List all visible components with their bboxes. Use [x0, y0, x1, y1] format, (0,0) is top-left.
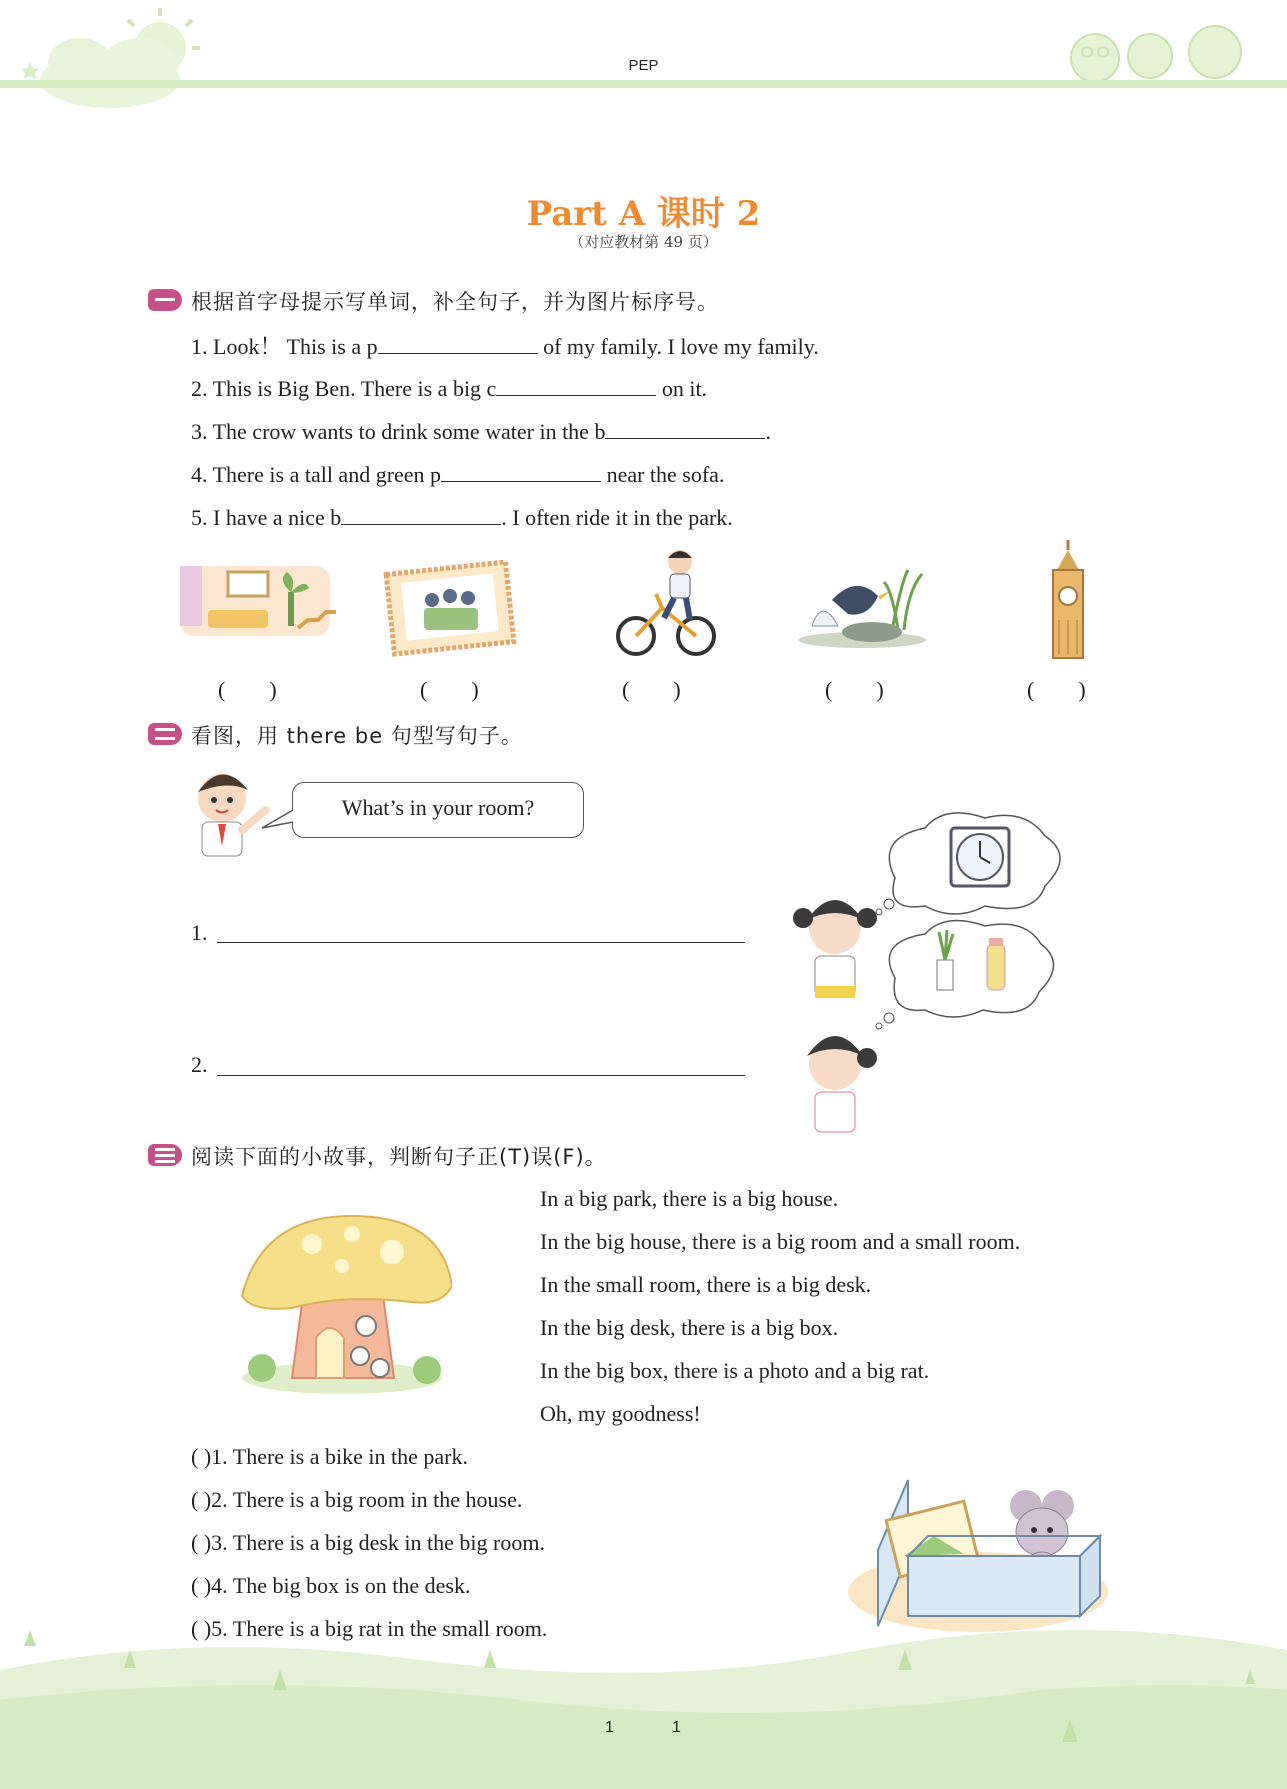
story-line-3: In the small room, there is a big desk.	[540, 1272, 872, 1297]
story-line-4: In the big desk, there is a big box.	[540, 1315, 839, 1340]
true-false-question-2[interactable]: ( )2. There is a big room in the house.	[191, 1487, 523, 1512]
true-false-question-4[interactable]: ( )4. The big box is on the desk.	[191, 1573, 471, 1598]
answer-blank-2[interactable]	[496, 373, 656, 396]
section-2-heading: 看图，用 there be 句型写句子。	[191, 724, 523, 748]
header-label: PEP	[628, 57, 659, 74]
true-false-question-3[interactable]: ( )3. There is a big desk in the big room.	[191, 1530, 545, 1555]
family-photo-icon	[380, 560, 520, 658]
mushroom-house-icon	[232, 1208, 452, 1398]
section-3-badge	[148, 1144, 182, 1166]
fill-in-sentence-3: 3. The crow wants to drink some water in the b .	[191, 416, 771, 445]
write-line-1[interactable]	[217, 942, 745, 943]
speech-bubble-tail	[258, 800, 298, 830]
true-false-question-5[interactable]: ( )5. There is a big rat in the small room.	[191, 1616, 548, 1641]
girls-thinking-icon	[785, 808, 1075, 1138]
picture-answer-2[interactable]: ( )	[420, 677, 479, 702]
story-line-1: In a big park, there is a big house.	[540, 1186, 839, 1211]
picture-answer-4[interactable]: ( )	[825, 677, 884, 702]
story-line-5: In the big box, there is a photo and a big rat.	[540, 1358, 930, 1383]
answer-blank-4[interactable]	[441, 459, 601, 482]
footer-hills	[0, 1610, 1287, 1789]
write-line-2[interactable]	[217, 1075, 745, 1076]
page-number-right: 1	[672, 1719, 681, 1736]
crow-bottle-icon	[792, 560, 928, 652]
picture-answer-1[interactable]: ( )	[218, 677, 277, 702]
page-subtitle: （对应教材第 49 页）	[569, 233, 718, 251]
fill-in-sentence-1: 1. Look！ This is a p of my family. I love my family.	[191, 330, 819, 361]
girl-2	[807, 1036, 877, 1132]
page-title: Part A 课时 2	[526, 194, 761, 234]
picture-answer-3[interactable]: ( )	[622, 677, 681, 702]
write-line-label-2: 2.	[191, 1052, 208, 1077]
header-divider	[0, 80, 1287, 88]
fill-in-sentence-2: 2. This is Big Ben. There is a big c on it.	[191, 373, 707, 402]
answer-blank-1[interactable]	[378, 331, 538, 354]
girl-1	[793, 900, 877, 998]
speech-bubble-text: What’s in your room?	[341, 795, 535, 820]
speech-bubble	[292, 782, 584, 838]
section-3-heading: 阅读下面的小故事，判断句子正(T)误(F)。	[191, 1145, 607, 1169]
fill-in-sentence-4: 4. There is a tall and green p near the sofa.	[191, 459, 724, 488]
story-line-2: In the big house, there is a big room and a small room.	[540, 1229, 1021, 1254]
answer-blank-5[interactable]	[341, 502, 501, 525]
story-line-6: Oh, my goodness!	[540, 1401, 701, 1426]
section-1-badge	[148, 289, 182, 311]
living-room-icon	[178, 562, 344, 642]
write-line-label-1: 1.	[191, 920, 208, 945]
big-ben-icon	[1045, 540, 1091, 660]
section-2-badge	[148, 723, 182, 745]
picture-answer-5[interactable]: ( )	[1027, 677, 1086, 702]
true-false-question-1[interactable]: ( )1. There is a bike in the park.	[191, 1444, 468, 1469]
page-number-left: 1	[605, 1719, 614, 1736]
thought-cloud-plant-bottle	[889, 921, 1053, 1017]
thought-cloud-clock	[889, 813, 1060, 914]
fill-in-sentence-5: 5. I have a nice b . I often ride it in the park.	[191, 502, 733, 531]
answer-blank-3[interactable]	[605, 416, 765, 439]
section-1-heading: 根据首字母提示写单词，补全句子，并为图片标序号。	[191, 290, 719, 314]
boy-bike-icon	[612, 548, 722, 658]
